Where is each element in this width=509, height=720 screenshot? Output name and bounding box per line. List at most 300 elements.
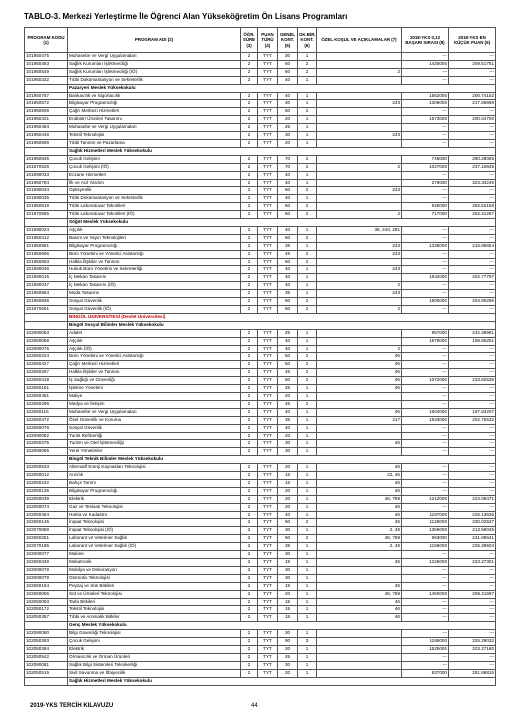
cell-puan: TYT (258, 124, 278, 132)
cell-puan: TYT (258, 337, 278, 345)
table-row (25, 527, 496, 535)
cell-sira: --- (402, 479, 449, 487)
cell-ok: 1 (298, 487, 317, 495)
cell-name: Endüstri Ürünleri Tasarımı (68, 116, 241, 124)
cell-puan: TYT (258, 53, 278, 61)
cell-kpuan: 203.27180 (449, 645, 496, 653)
cell-ozel (317, 661, 402, 669)
cell-code: 102050154 (25, 582, 68, 590)
empty-cell (25, 321, 68, 329)
cell-sure: 2 (241, 472, 258, 480)
cell-ok: 1 (298, 424, 317, 432)
cell-kpuan: --- (449, 290, 496, 298)
cell-code: 102050472 (25, 416, 68, 424)
cell-genel: 50 (278, 353, 298, 361)
table-row (25, 298, 496, 306)
cell-genel: 90 (278, 638, 298, 646)
cell-sira: --- (402, 345, 449, 353)
cell-sure: 2 (241, 416, 258, 424)
cell-ozel (317, 116, 402, 124)
cell-ozel (317, 274, 402, 282)
table-row (25, 479, 496, 487)
cell-code: 101950757 (25, 92, 68, 100)
col-header-top-quota: OK.BİR. KONT. (6) (298, 28, 317, 53)
cell-sira: --- (402, 614, 449, 622)
cell-ozel: 46 (317, 385, 402, 393)
cell-puan: TYT (258, 179, 278, 187)
cell-ozel: 2 (317, 211, 402, 219)
table-row (25, 559, 496, 567)
cell-kpuan: --- (449, 53, 496, 61)
cell-sure: 2 (241, 155, 258, 163)
cell-sira: --- (402, 432, 449, 440)
cell-sure: 2 (241, 369, 258, 377)
cell-puan: TYT (258, 76, 278, 84)
cell-ok: 2 (298, 250, 317, 258)
cell-kpuan: --- (449, 582, 496, 590)
cell-code: 102090065 (25, 448, 68, 456)
table-row (25, 614, 496, 622)
cell-code: 101950609 (25, 108, 68, 116)
cell-name: Muhasebe ve Vergi Uygulamaları (68, 408, 241, 416)
cell-code: 102050533 (25, 464, 68, 472)
cell-ozel (317, 424, 402, 432)
section-row (25, 456, 496, 464)
cell-genel: 20 (278, 464, 298, 472)
cell-sure: 2 (241, 60, 258, 68)
cell-code: 102050251 (25, 535, 68, 543)
cell-ozel (317, 645, 402, 653)
cell-ozel (317, 124, 402, 132)
cell-ok: 1 (298, 464, 317, 472)
cell-code: 101990015 (25, 274, 68, 282)
cell-ozel: 2, 46 (317, 527, 402, 535)
cell-puan: TYT (258, 551, 278, 559)
col-header-code: PROGRAM KODU (1) (25, 28, 68, 53)
cell-code: 102050116 (25, 408, 68, 416)
cell-name: Süt ve Ürünleri Teknolojisi (68, 590, 241, 598)
cell-puan: TYT (258, 464, 278, 472)
cell-genel: 15 (278, 598, 298, 606)
cell-ozel: 2 (317, 282, 402, 290)
cell-genel: 30 (278, 527, 298, 535)
cell-ok: 1 (298, 590, 317, 598)
cell-name: İlk ve Acil Yardım (68, 179, 241, 187)
cell-code: 101950845 (25, 155, 68, 163)
cell-ozel: 46 (317, 614, 402, 622)
cell-sira: 1604000 (402, 408, 449, 416)
cell-sira: --- (402, 487, 449, 495)
cell-puan: TYT (258, 92, 278, 100)
cell-genel: 30 (278, 440, 298, 448)
cell-kpuan: --- (449, 282, 496, 290)
cell-ozel (317, 400, 402, 408)
cell-puan: TYT (258, 116, 278, 124)
cell-sure: 2 (241, 543, 258, 551)
cell-genel: 60 (278, 298, 298, 306)
table-row (25, 669, 496, 677)
cell-ok: 1 (298, 408, 317, 416)
cell-ok: 1 (298, 385, 317, 393)
table-row (25, 195, 496, 203)
cell-name: Laborant ve Veteriner Sağlık (İÖ) (68, 543, 241, 551)
cell-kpuan: --- (449, 440, 496, 448)
cell-sira: --- (402, 68, 449, 76)
cell-sira: 1308000 (402, 100, 449, 108)
cell-name: İnşaat Teknolojisi (İÖ) (68, 527, 241, 535)
cell-ok: 1 (298, 392, 317, 400)
cell-puan: TYT (258, 258, 278, 266)
cell-code: 102050515 (25, 669, 68, 677)
cell-name: Elektrik (68, 645, 241, 653)
cell-puan: TYT (258, 503, 278, 511)
cell-ozel (317, 179, 402, 187)
cell-genel: 25 (278, 653, 298, 661)
cell-ozel: 217 (317, 416, 402, 424)
table-row (25, 606, 496, 614)
cell-sure: 2 (241, 614, 258, 622)
table-row (25, 653, 496, 661)
cell-puan: TYT (258, 630, 278, 638)
cell-kpuan: 233.82535 (449, 377, 496, 385)
cell-name: Sağlık Kurumları İşletmeciliği (68, 60, 241, 68)
cell-code: 102050427 (25, 361, 68, 369)
cell-kpuan: 282.52158 (449, 203, 496, 211)
cell-genel: 50 (278, 234, 298, 242)
cell-ozel: 46 (317, 408, 402, 416)
cell-kpuan: 251.86816 (449, 669, 496, 677)
cell-kpuan: 237.10845 (449, 163, 496, 171)
cell-ok: 1 (298, 543, 317, 551)
cell-sure: 2 (241, 163, 258, 171)
cell-sure: 2 (241, 527, 258, 535)
table-row (25, 590, 496, 598)
cell-sure: 2 (241, 290, 258, 298)
cell-kpuan: --- (449, 306, 496, 314)
table-row (25, 566, 496, 574)
cell-genel: 20 (278, 495, 298, 503)
cell-sure: 2 (241, 274, 258, 282)
table-row (25, 155, 496, 163)
cell-name: Eczane Hizmetleri (68, 171, 241, 179)
cell-name: Bankacılık ve Sigortacılık (68, 92, 241, 100)
table-row (25, 132, 496, 140)
cell-code: 101950784 (25, 179, 68, 187)
cell-ok: 1 (298, 511, 317, 519)
cell-sira: 1532000 (402, 274, 449, 282)
cell-code: 101950818 (25, 203, 68, 211)
cell-puan: TYT (258, 574, 278, 582)
cell-ok: 1 (298, 645, 317, 653)
cell-puan: TYT (258, 361, 278, 369)
section-title: Sağlık Hizmetleri Meslek Yüksekokulu (68, 147, 496, 155)
cell-ozel (317, 203, 402, 211)
table-header-row (25, 28, 496, 53)
cell-sira: 957000 (402, 329, 449, 337)
cell-ozel (317, 566, 402, 574)
cell-ozel: 46 (317, 464, 402, 472)
cell-puan: TYT (258, 661, 278, 669)
cell-code: 102090081 (25, 661, 68, 669)
cell-kpuan: --- (449, 472, 496, 480)
empty-cell (25, 219, 68, 227)
cell-genel: 50 (278, 306, 298, 314)
cell-kpuan: --- (449, 653, 496, 661)
cell-name: Basım ve Yayın Teknolojileri (68, 234, 241, 242)
cell-kpuan: --- (449, 369, 496, 377)
cell-sira: 1573000 (402, 116, 449, 124)
cell-genel: 45 (278, 250, 298, 258)
cell-sure: 2 (241, 242, 258, 250)
footer-guide-title: 2019-YKS TERCİH KILAVUZU (30, 703, 114, 709)
cell-kpuan: 199.65251 (449, 337, 496, 345)
cell-sure: 2 (241, 424, 258, 432)
cell-code: 102050074 (25, 503, 68, 511)
cell-name: Mekatronik (68, 559, 241, 567)
cell-name: Bahçe Tarımı (68, 479, 241, 487)
table-row (25, 187, 496, 195)
cell-ok: 1 (298, 606, 317, 614)
cell-name: Medya ve İletişim (68, 400, 241, 408)
cell-puan: TYT (258, 108, 278, 116)
empty-cell (25, 677, 68, 685)
cell-code: 101950836 (25, 298, 68, 306)
cell-sira: --- (402, 503, 449, 511)
cell-sira: --- (402, 266, 449, 274)
table-row (25, 139, 496, 147)
cell-genel: 20 (278, 432, 298, 440)
cell-kpuan: --- (449, 234, 496, 242)
cell-ozel: 22, 46 (317, 472, 402, 480)
cell-kpuan: --- (449, 76, 496, 84)
cell-sure: 2 (241, 345, 258, 353)
table-row (25, 353, 496, 361)
cell-genel: 35 (278, 290, 298, 298)
cell-puan: TYT (258, 543, 278, 551)
section-title: Genç Meslek Yüksekokulu (68, 622, 496, 630)
cell-code: 102050542 (25, 653, 68, 661)
cell-puan: TYT (258, 669, 278, 677)
cell-puan: TYT (258, 298, 278, 306)
cell-sira: --- (402, 124, 449, 132)
cell-sira: 279000 (402, 179, 449, 187)
cell-code: 102090080 (25, 630, 68, 638)
cell-kpuan: --- (449, 566, 496, 574)
cell-sure: 2 (241, 432, 258, 440)
cell-name: Turist Rehberliği (68, 432, 241, 440)
section-title: Bingöl Sosyal Bilimler Meslek Yüksekokulu (68, 321, 496, 329)
cell-sira: --- (402, 353, 449, 361)
cell-ok: 2 (298, 519, 317, 527)
cell-code: 101990037 (25, 282, 68, 290)
cell-kpuan: --- (449, 345, 496, 353)
page-number: 44 (251, 703, 258, 709)
cell-kpuan: 209.51751 (449, 60, 496, 68)
cell-genel: 50 (278, 187, 298, 195)
cell-puan: TYT (258, 329, 278, 337)
cell-ok: 1 (298, 53, 317, 61)
cell-kpuan: 225.29032 (449, 638, 496, 646)
cell-kpuan: --- (449, 424, 496, 432)
table-row (25, 226, 496, 234)
cell-name: Gaz ve Tesisatı Teknolojisi (68, 503, 241, 511)
cell-name: Tıbbi Tanıtım ve Pazarlama (68, 139, 241, 147)
cell-ok: 1 (298, 329, 317, 337)
cell-ok: 2 (298, 369, 317, 377)
cell-genel: 40 (278, 226, 298, 234)
cell-name: Sosyal Güvenlik (İÖ) (68, 306, 241, 314)
table-row (25, 100, 496, 108)
table-row (25, 495, 496, 503)
cell-ozel: 46 (317, 479, 402, 487)
empty-cell (25, 147, 68, 155)
cell-ok: 1 (298, 345, 317, 353)
cell-ozel (317, 76, 402, 84)
cell-sira: --- (402, 282, 449, 290)
cell-code: 101950484 (25, 124, 68, 132)
cell-sira: --- (402, 226, 449, 234)
cell-name: Sosyal Güvenlik (68, 424, 241, 432)
cell-sure: 2 (241, 337, 258, 345)
cell-puan: TYT (258, 100, 278, 108)
cell-ozel (317, 337, 402, 345)
cell-puan: TYT (258, 408, 278, 416)
cell-sira: --- (402, 574, 449, 582)
table-row (25, 392, 496, 400)
cell-name: Optisyenlik (68, 187, 241, 195)
cell-kpuan: --- (449, 226, 496, 234)
cell-puan: TYT (258, 250, 278, 258)
cell-sira: 526000 (402, 203, 449, 211)
cell-puan: TYT (258, 385, 278, 393)
cell-name: Adalet (68, 329, 241, 337)
cell-sure: 2 (241, 203, 258, 211)
cell-puan: TYT (258, 432, 278, 440)
cell-code: 102050058 (25, 337, 68, 345)
cell-puan: TYT (258, 68, 278, 76)
table-row (25, 171, 496, 179)
cell-sure: 2 (241, 535, 258, 543)
cell-code: 102050145 (25, 519, 68, 527)
cell-sure: 2 (241, 68, 258, 76)
table-row (25, 76, 496, 84)
cell-puan: TYT (258, 400, 278, 408)
cell-sure: 2 (241, 187, 258, 195)
cell-kpuan: 242.36981 (449, 329, 496, 337)
cell-genel: 60 (278, 519, 298, 527)
section-row (25, 219, 496, 227)
cell-kpuan: --- (449, 187, 496, 195)
cell-kpuan: --- (449, 250, 496, 258)
cell-ok: 1 (298, 669, 317, 677)
cell-ozel: 2 (317, 163, 402, 171)
cell-name: İşletme Yönetimi (68, 385, 241, 393)
cell-puan: TYT (258, 139, 278, 147)
cell-name: Tıbbi Dokümantasyon ve Sekreterlik (68, 76, 241, 84)
cell-puan: TYT (258, 527, 278, 535)
cell-name: Halkla İlişkiler ve Tanıtım (68, 258, 241, 266)
cell-sure: 2 (241, 195, 258, 203)
cell-kpuan: 225.13636 (449, 511, 496, 519)
cell-sira: --- (402, 195, 449, 203)
table-row (25, 329, 496, 337)
table-row (25, 92, 496, 100)
cell-kpuan: --- (449, 132, 496, 140)
cell-ozel (317, 669, 402, 677)
section-row (25, 677, 496, 685)
cell-ok: 1 (298, 614, 317, 622)
cell-puan: TYT (258, 171, 278, 179)
cell-ozel: 2 (317, 345, 402, 353)
cell-ok: 2 (298, 377, 317, 385)
table-row (25, 203, 496, 211)
table-row (25, 472, 496, 480)
cell-genel: 45 (278, 369, 298, 377)
cell-puan: TYT (258, 155, 278, 163)
cell-kpuan: 200.04700 (449, 116, 496, 124)
cell-puan: TYT (258, 203, 278, 211)
cell-name: Sağlık Kurumları İşletmeciliği (İÖ) (68, 68, 241, 76)
cell-puan: TYT (258, 377, 278, 385)
cell-ok: 1 (298, 416, 317, 424)
cell-puan: TYT (258, 195, 278, 203)
cell-name: Çağrı Merkezi Hizmetleri (68, 108, 241, 116)
cell-sure: 2 (241, 408, 258, 416)
cell-name: Çocuk Gelişimi (68, 155, 241, 163)
cell-sure: 2 (241, 448, 258, 456)
cell-sure: 2 (241, 377, 258, 385)
cell-sira: --- (402, 464, 449, 472)
cell-ok: 1 (298, 574, 317, 582)
cell-sure: 2 (241, 479, 258, 487)
cell-genel: 30 (278, 574, 298, 582)
cell-name: Özel Güvenlik ve Koruma (68, 416, 241, 424)
cell-kpuan: --- (449, 195, 496, 203)
cell-sira: 1525000 (402, 645, 449, 653)
cell-code: 102050039 (25, 495, 68, 503)
cell-ok: 2 (298, 163, 317, 171)
cell-ok: 1 (298, 179, 317, 187)
table-row (25, 416, 496, 424)
cell-sira: --- (402, 424, 449, 432)
cell-code: 102050181 (25, 385, 68, 393)
cell-name: Otomotiv Teknolojisi (68, 574, 241, 582)
cell-puan: TYT (258, 448, 278, 456)
cell-genel: 70 (278, 155, 298, 163)
cell-sira: --- (402, 385, 449, 393)
cell-puan: TYT (258, 566, 278, 574)
cell-ozel (317, 139, 402, 147)
cell-kpuan: --- (449, 630, 496, 638)
cell-genel: 40 (278, 76, 298, 84)
cell-sure: 2 (241, 590, 258, 598)
cell-code: 101950448 (25, 132, 68, 140)
cell-genel: 50 (278, 361, 298, 369)
cell-genel: 60 (278, 211, 298, 219)
cell-code: 102090077 (25, 551, 68, 559)
cell-ok: 2 (298, 353, 317, 361)
cell-sira: 1450000 (402, 590, 449, 598)
cell-genel: 20 (278, 590, 298, 598)
cell-ozel: 46 (317, 487, 402, 495)
cell-kpuan: 202.76532 (449, 416, 496, 424)
cell-kpuan: --- (449, 385, 496, 393)
cell-sira: --- (402, 369, 449, 377)
table-body (25, 53, 496, 686)
table-row (25, 551, 496, 559)
cell-ok: 2 (298, 535, 317, 543)
cell-code: 102050076 (25, 424, 68, 432)
